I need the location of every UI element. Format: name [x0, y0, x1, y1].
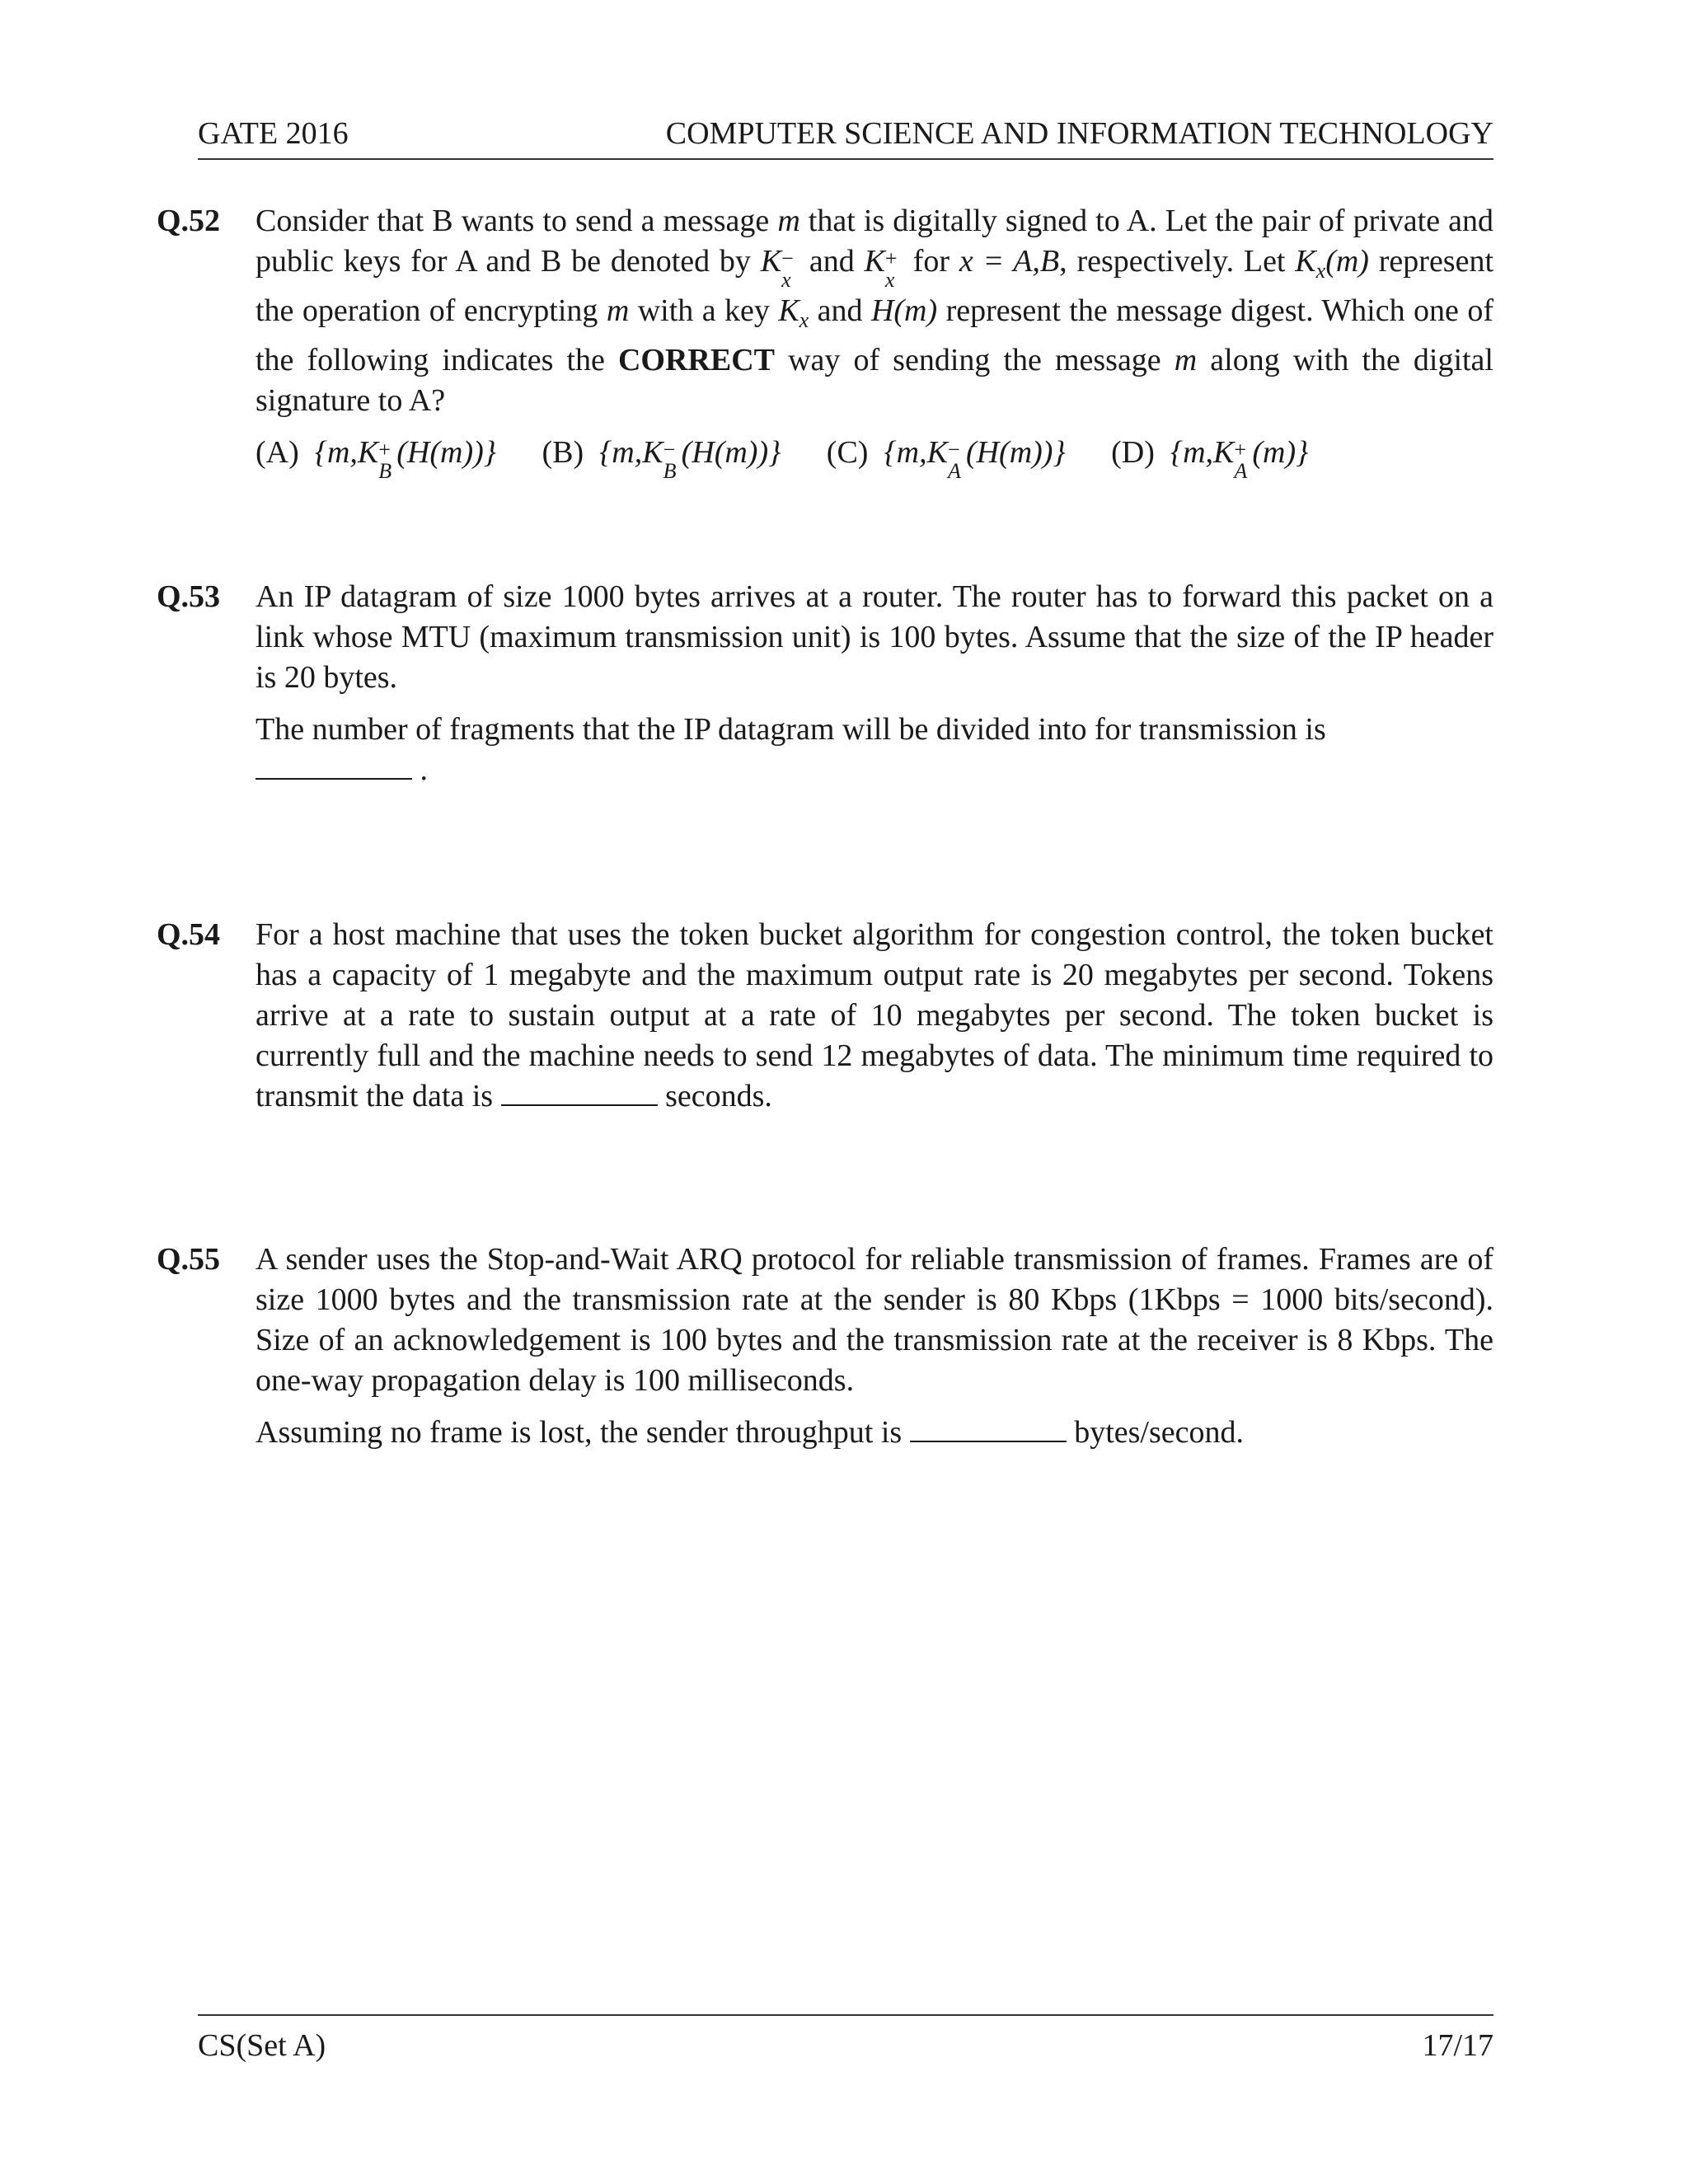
- option-d[interactable]: (D) {m,K + A (m)}: [1111, 435, 1309, 483]
- subject-title: COMPUTER SCIENCE AND INFORMATION TECHNOLOGY: [665, 116, 1493, 151]
- set-label: CS(Set A): [198, 2028, 326, 2063]
- option-c[interactable]: (C) {m,K − A (H(m))}: [826, 435, 1066, 483]
- option-b[interactable]: (B) {m,K − B (H(m))}: [542, 435, 781, 483]
- answer-blank[interactable]: [910, 1416, 1067, 1442]
- question-53: [157, 577, 1493, 790]
- question-54: [157, 915, 1493, 1117]
- question-number: Q.53: [157, 579, 221, 614]
- question-55: [157, 1240, 1493, 1453]
- question-text: An IP datagram of size 1000 bytes arrives at a router. The router has to forward this packet on a link whose MTU (maximum transmission unit) is 100 bytes. Assume that the size of the IP header is 20 bytes. The number of fragments that the IP datagram will be divided into for transmission is .: [256, 579, 1493, 787]
- question-52: [157, 201, 1494, 483]
- exam-title: GATE 2016: [198, 116, 349, 151]
- question-number: Q.52: [157, 204, 221, 238]
- answer-blank[interactable]: [501, 1080, 658, 1106]
- question-text: For a host machine that uses the token bucket algorithm for congestion control, the token bucket has a capacity of 1 megabyte and the maximum output rate is 20 megabytes per second. Tokens arrive at a rate to sustain output at a rate of 10 megabytes per second. The token bucket is currently full and the machine needs to send 12 megabytes of data. The minimum time required to transmit the data is seconds.: [256, 917, 1493, 1113]
- question-number: Q.55: [157, 1242, 221, 1277]
- page-header: [198, 112, 1493, 160]
- answer-options: [256, 433, 1493, 483]
- page-footer: [198, 2014, 1493, 2063]
- question-number: Q.54: [157, 917, 221, 952]
- page-number: 17/17: [1422, 2028, 1493, 2063]
- question-text: Consider that B wants to send a message m that is digitally signed to A. Let the pair of private and public keys for A and B be denoted by K − x and K + x for x = A,B, respectively. Let $K_x(m)$ represent the operation of encrypting m with a key $K_x$ and H(m) represent the message digest. Which one of the following indicates the CORRECT way of sending the message m along with the digital signature to A? (A) {m,K + B (H(m))} (B) {m,K − B (H(m))} (C) {m,K − A (H(m))} (D) {m,K + A (m)}: [256, 204, 1494, 483]
- question-text: A sender uses the Stop-and-Wait ARQ protocol for reliable transmission of frames. Frames are of size 1000 bytes and the transmission rate at the sender is 80 Kbps (1Kbps = 1000 bits/second). Size of an acknowledgement is 100 bytes and the transmission rate at the receiver is 8 Kbps. The one-way propagation delay is 100 milliseconds. Assuming no frame is lost, the sender throughput is bytes/second.: [256, 1242, 1493, 1450]
- answer-blank[interactable]: [256, 753, 412, 780]
- option-a[interactable]: (A) {m,K + B (H(m))}: [256, 435, 496, 483]
